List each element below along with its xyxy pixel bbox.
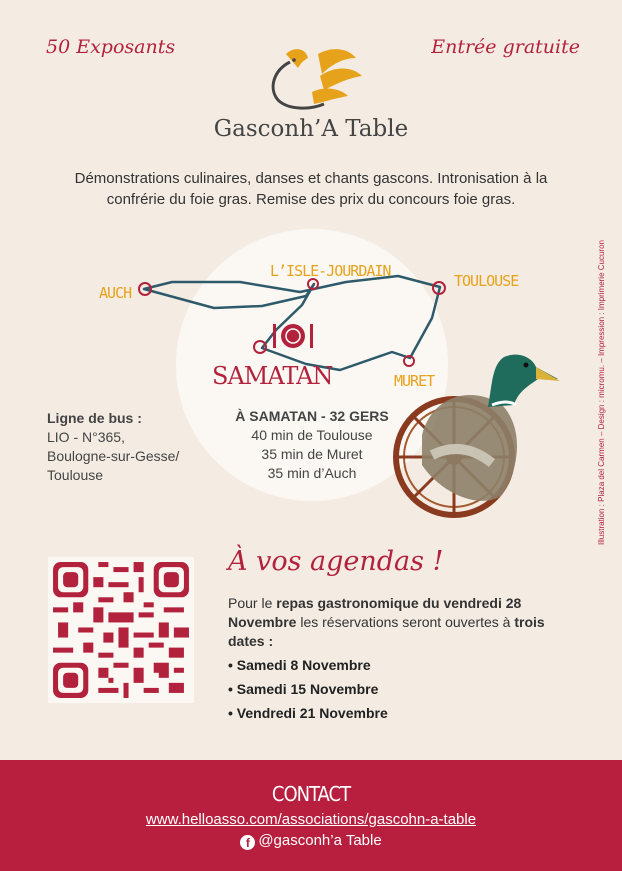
date-item: • Vendredi 21 Novembre bbox=[228, 705, 388, 721]
city-muret: MURET bbox=[394, 372, 435, 390]
credits: Illustration : Plaza del Carmen – Design : micromu. – Impression : Imprimerie Cucuron bbox=[597, 240, 606, 545]
agenda-text bbox=[228, 594, 568, 651]
date-item: • Samedi 8 Novembre bbox=[228, 657, 371, 673]
city-samatan: SAMATAN bbox=[212, 362, 333, 390]
location-info bbox=[200, 407, 424, 483]
city-lisle: L’ISLE-JOURDAIN bbox=[270, 262, 391, 280]
facebook-handle: @gasconh’a Table bbox=[258, 832, 382, 849]
contact-title: CONTACT bbox=[271, 782, 351, 806]
website-link[interactable]: www.helloasso.com/associations/gascohn-a-table bbox=[145, 811, 477, 828]
reservation-dates bbox=[228, 656, 388, 728]
agenda-text-4: trois dates : bbox=[228, 614, 545, 649]
intro-text: Démonstrations culinaires, danses et chants gascons. Intronisation à la confrérie du foie gras. Remise des prix du concours foie gras. bbox=[74, 170, 548, 208]
agenda-title: À vos agendas ! bbox=[228, 546, 444, 577]
exhibitors-tag: 50 Exposants bbox=[46, 36, 176, 58]
bus-line-1: LIO - N°365, bbox=[47, 429, 125, 445]
bus-title: Ligne de bus : bbox=[47, 410, 142, 426]
facebook-link[interactable] bbox=[0, 832, 622, 850]
logo-text: Gasconh’A Table bbox=[213, 116, 409, 142]
date-item: • Samedi 15 Novembre bbox=[228, 681, 379, 697]
city-auch: AUCH bbox=[99, 284, 132, 302]
contact-footer bbox=[0, 760, 622, 871]
bus-line-3: Toulouse bbox=[47, 467, 104, 483]
bus-line-2: Boulogne-sur-Gesse/ bbox=[47, 448, 180, 464]
location-line-3: 35 min d’Auch bbox=[267, 465, 357, 481]
free-entry-tag: Entrée gratuite bbox=[431, 36, 580, 58]
bus-info bbox=[47, 409, 179, 485]
qr-code[interactable] bbox=[48, 557, 194, 703]
agenda-text-3: les réservations seront ouvertes à bbox=[296, 614, 515, 630]
location-line-2: 35 min de Muret bbox=[261, 446, 363, 462]
city-toulouse: TOULOUSE bbox=[454, 272, 519, 290]
facebook-icon: f bbox=[240, 835, 255, 850]
agenda-text-1: Pour le bbox=[228, 595, 277, 611]
agenda-text-2: repas gastronomique du vendredi 28 Novembre bbox=[228, 595, 522, 630]
duck-illustration bbox=[392, 335, 562, 535]
location-line-1: 40 min de Toulouse bbox=[251, 427, 373, 443]
location-title: À SAMATAN - 32 GERS bbox=[235, 408, 389, 424]
